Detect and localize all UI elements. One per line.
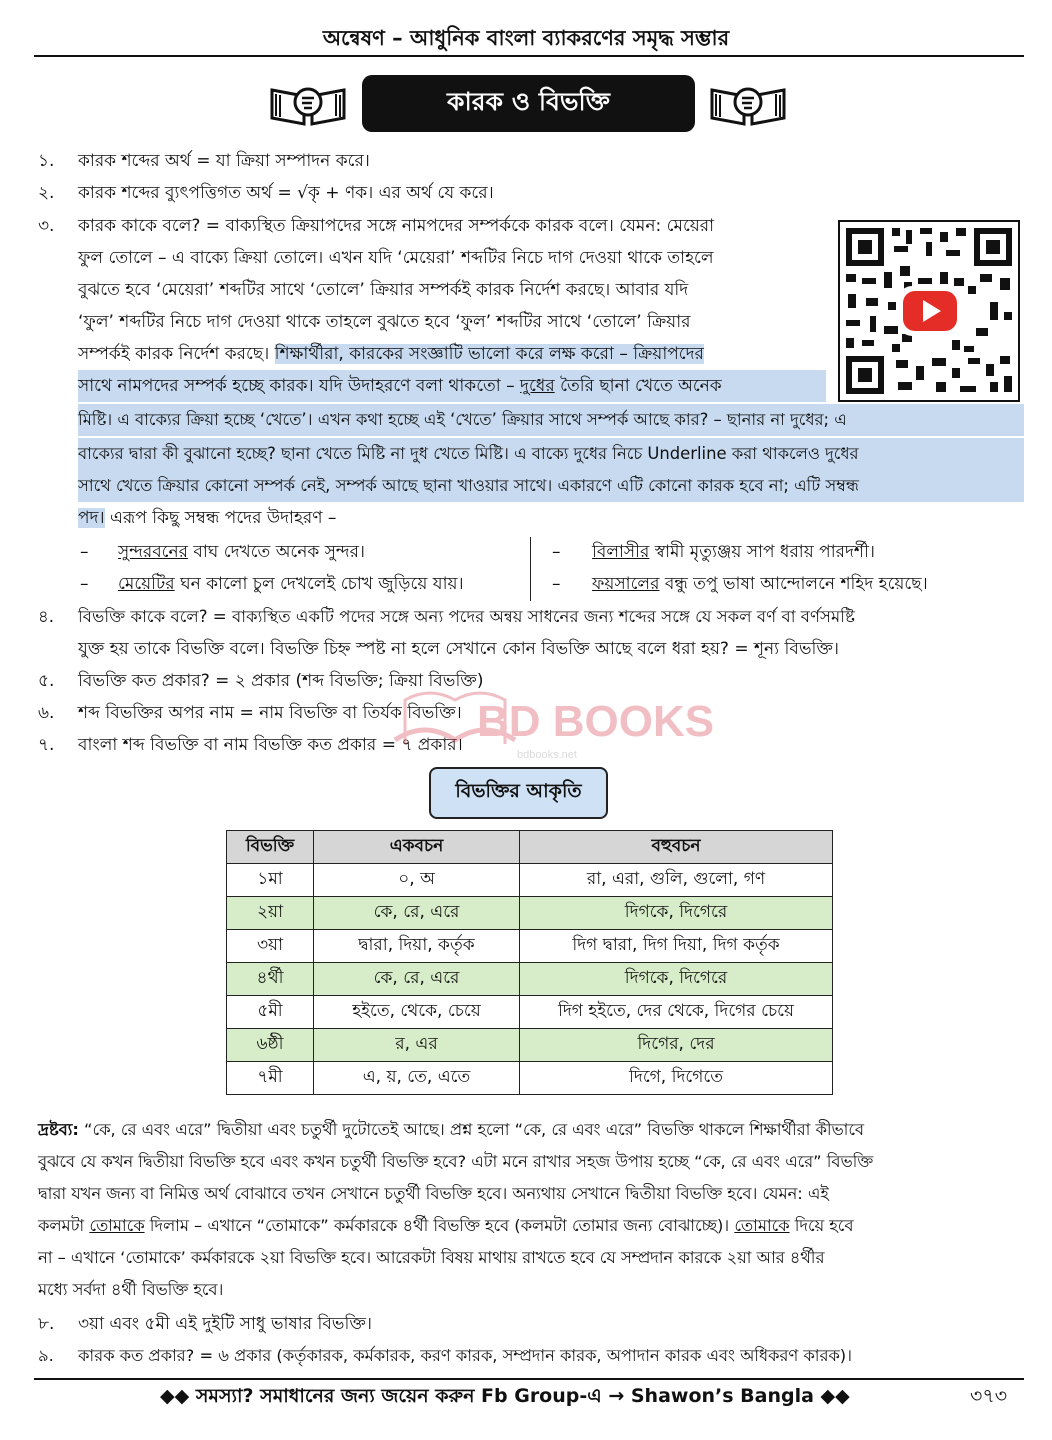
table-row	[227, 864, 833, 897]
table-header-row	[227, 831, 833, 864]
list-item: ৯. কারক কত প্রকার? = ৬ প্রকার (কর্তৃকারক, কর্মকারক, করণ কারক, সম্প্রদান কারক, অপাদান কারক এবং অধিকরণ কারক)।	[38, 1346, 852, 1365]
paragraph-line: ফুল তোলে – এ বাক্যে ক্রিয়া তোলে। এখন যদি ‘মেয়েরা’ শব্দটির নিচে দাগ দেওয়া থাকে তাহলে	[78, 248, 714, 268]
list-item: ১. কারক শব্দের অর্থ = যা ক্রিয়া সম্পাদন করে।	[38, 151, 370, 171]
paragraph-line: ‘ফুল’ শব্দটির নিচে দাগ দেওয়া থাকে তাহলে বুঝতে হবে ‘ফুল’ শব্দটির সাথে ‘তোলে’ ক্রিয়ার	[78, 312, 691, 332]
note-label: দ্রষ্টব্য:	[38, 1120, 79, 1139]
table-row	[227, 996, 833, 1029]
table-title: বিভক্তির আকৃতি	[429, 767, 608, 819]
table-cell: দিগে, দিগেতে	[520, 1062, 833, 1095]
bibhakti-table	[226, 830, 833, 1095]
note-line: কলমটা তোমাকে দিলাম – এখানে “তোমাকে” কর্মকারকে ৪র্থী বিভক্তি হবে (কলমটা তোমার জন্য বোঝাচ্ছে)। তোমাকে দিয়ে হবে	[38, 1216, 854, 1235]
note-line: না – এখানে ‘তোমাকে’ কর্মকারকে ২য়া বিভক্তি হবে। আরেকটা বিষয় মাথায় রাখতে হবে যে সম্প্রদান কারকে ২য়া আর ৪র্থীর	[38, 1248, 825, 1267]
note-line: দ্বারা যখন জন্য বা নিমিত্ত অর্থ বোঝাবে তখন সেখানে চতুর্থী বিভক্তি হবে। অন্যথায় সেখানে দ্বিতীয়া বিভক্তি হবে। যেমন: এই	[38, 1184, 829, 1203]
paragraph-line: সম্পর্কই কারক নির্দেশ করছে। শিক্ষার্থীরা, কারকের সংজ্ঞাটি ভালো করে লক্ষ করো – ক্রিয়াপদের	[78, 344, 704, 364]
table-cell: কে, রে, এরে	[314, 897, 520, 930]
paragraph-line: মিষ্টি। এ বাক্যের ক্রিয়া হচ্ছে ‘খেতে’। এখন কথা হচ্ছে এই ‘খেতে’ ক্রিয়ার সাথে সম্পর্ক আছে কার? – ছানার না দুধের; এ	[78, 404, 1024, 436]
column-header: বিভক্তি	[227, 831, 314, 864]
list-item: ৫. বিভক্তি কত প্রকার? = ২ প্রকার (শব্দ বিভক্তি; ক্রিয়া বিভক্তি)	[38, 671, 484, 691]
table-cell: দিগকে, দিগেরে	[520, 963, 833, 996]
example-item: – মেয়েটির ঘন কালো চুল দেখলেই চোখ জুড়িয়ে যায়।	[80, 574, 464, 594]
list-item: ৩. কারক কাকে বলে? = বাক্যস্থিত ক্রিয়াপদের সঙ্গে নামপদের সম্পর্ককে কারক বলে। যেমন: মেয়েরা	[38, 216, 715, 236]
footer-rule	[34, 1378, 1024, 1380]
list-item: ৮. ৩য়া এবং ৫মী এই দুইটি সাধু ভাষার বিভক্তি।	[38, 1314, 372, 1334]
table-cell: ৩য়া	[227, 930, 314, 963]
table-cell: দ্বারা, দিয়া, কর্তৃক	[314, 930, 520, 963]
table-cell: ১মা	[227, 864, 314, 897]
table-cell: এ, য়, তে, এতে	[314, 1062, 520, 1095]
table-cell: ০, অ	[314, 864, 520, 897]
header-rule	[34, 55, 1024, 57]
paragraph-line: সাথে নামপদের সম্পর্ক হচ্ছে কারক। যদি উদাহরণে বলা থাকতো – দুধের তৈরি ছানা খেতে অনেক	[78, 370, 826, 402]
table-row	[227, 963, 833, 996]
table-cell: র, এর	[314, 1029, 520, 1062]
column-header: একবচন	[314, 831, 520, 864]
note-line: মধ্যে সর্বদা ৪র্থী বিভক্তি হবে।	[38, 1280, 224, 1299]
table-cell: ৬ষ্ঠী	[227, 1029, 314, 1062]
paragraph-line: পদ। এরূপ কিছু সম্বন্ধ পদের উদাহরণ –	[78, 508, 337, 528]
table-cell: ২য়া	[227, 897, 314, 930]
table-row	[227, 930, 833, 963]
list-item: ৭. বাংলা শব্দ বিভক্তি বা নাম বিভক্তি কত প্রকার = ৭ প্রকার।	[38, 735, 463, 755]
paragraph-line: বুঝতে হবে ‘মেয়েরা’ শব্দটির সাথে ‘তোলে’ ক্রিয়ার সম্পর্কই কারক নির্দেশ করছে। আবার যদি	[78, 280, 689, 300]
example-item: – বিলাসীর স্বামী মৃত্যুঞ্জয় সাপ ধরায় পারদর্শী।	[552, 542, 875, 562]
list-item: ২. কারক শব্দের ব্যুৎপত্তিগত অর্থ = √কৃ + ণক। এর অর্থ যে করে।	[38, 183, 494, 203]
footer-text: ◆◆ সমস্যা? সমাধানের জন্য জয়েন করুন Fb Group-এ → Shawon’s Bangla ◆◆	[160, 1385, 850, 1407]
bd-books-watermark	[385, 680, 715, 761]
example-item: – সুন্দরবনের বাঘ দেখতে অনেক সুন্দর।	[80, 542, 365, 562]
paragraph-line: সাথে খেতে ক্রিয়ার কোনো সম্পর্ক নেই, সম্পর্ক আছে ছানা খাওয়ার সাথে। একারণে এটি কোনো কারক হবে না; এটি সম্বন্ধ	[78, 470, 1024, 502]
paragraph-line: যুক্ত হয় তাকে বিভক্তি বলে। বিভক্তি চিহ্ন স্পষ্ট না হলে সেখানে কোন বিভক্তি আছে বলে ধরা হয়? = শূন্য বিভক্তি।	[78, 639, 839, 659]
table-row	[227, 897, 833, 930]
table-cell: ৪র্থী	[227, 963, 314, 996]
note-line: বুঝবে যে কখন দ্বিতীয়া বিভক্তি হবে এবং কখন চতুর্থী বিভক্তি হবে? এটা মনে রাখার সহজ উপায় হচ্ছে “কে, রে এবং এরে” বিভক্তি	[38, 1152, 874, 1171]
watermark-sub: bdbooks.net	[517, 749, 577, 761]
youtube-qr-code[interactable]	[838, 220, 1020, 402]
chapter-title: কারক ও বিভক্তি	[362, 75, 695, 132]
table-cell: ৭মী	[227, 1062, 314, 1095]
table-row	[227, 1062, 833, 1095]
page-number: ৩৭৩	[970, 1385, 1008, 1407]
table-cell: দিগকে, দিগেরে	[520, 897, 833, 930]
column-divider	[530, 537, 531, 601]
table-cell: কে, রে, এরে	[314, 963, 520, 996]
table-cell: রা, এরা, গুলি, গুলো, গণ	[520, 864, 833, 897]
column-header: বহুবচন	[520, 831, 833, 864]
watermark-text: BD BOOKS	[477, 697, 715, 746]
note-line: দ্রষ্টব্য: “কে, রে এবং এরে” দ্বিতীয়া এবং চতুর্থী দুটোতেই আছে। প্রশ্ন হলো “কে, রে এবং এরে” বিভক্তি থাকলে শিক্ষার্থীরা কীভাবে	[38, 1120, 864, 1139]
qr-code-icon	[840, 222, 1018, 400]
list-item: ৪. বিভক্তি কাকে বলে? = বাক্যস্থিত একটি পদের সঙ্গে অন্য পদের অন্বয় সাধনের জন্য শব্দের সঙ্গে যে সকল বর্ণ বা বর্ণসমষ্টি	[38, 607, 855, 626]
running-header: অন্বেষণ – আধুনিক বাংলা ব্যাকরণের সমৃদ্ধ সম্ভার	[322, 26, 730, 50]
paragraph-line: বাক্যের দ্বারা কী বুঝানো হচ্ছে? ছানা খেতে মিষ্টি না দুধ খেতে মিষ্টি। এ বাক্যে দুধের নিচে Underline করা থাকলেও দুধের	[78, 438, 1024, 470]
table-cell: দিগের, দের	[520, 1029, 833, 1062]
open-book-icon	[708, 80, 788, 128]
table-row	[227, 1029, 833, 1062]
example-item: – ফয়সালের বন্ধু তপু ভাষা আন্দোলনে শহিদ হয়েছে।	[552, 574, 928, 594]
list-item: ৬. শব্দ বিভক্তির অপর নাম = নাম বিভক্তি বা তির্যক বিভক্তি।	[38, 703, 462, 723]
open-book-icon	[268, 80, 348, 128]
table-cell: ৫মী	[227, 996, 314, 1029]
table-cell: দিগ হইতে, দের থেকে, দিগের চেয়ে	[520, 996, 833, 1029]
table-cell: হইতে, থেকে, চেয়ে	[314, 996, 520, 1029]
table-cell: দিগ দ্বারা, দিগ দিয়া, দিগ কর্তৃক	[520, 930, 833, 963]
